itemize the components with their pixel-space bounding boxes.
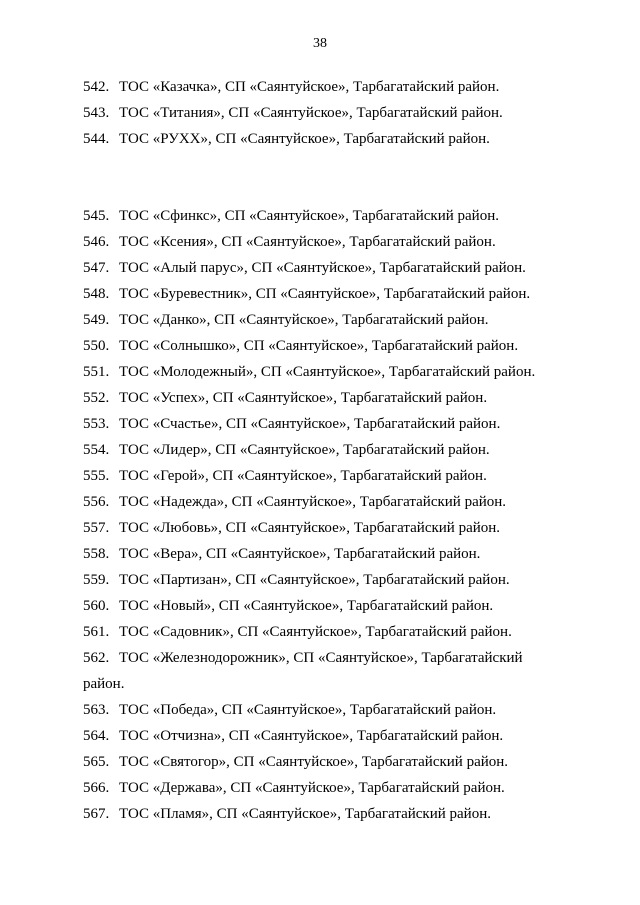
list-item-number: 544. (83, 131, 110, 147)
list-item (83, 541, 563, 567)
list-item (83, 100, 563, 126)
list-item (83, 255, 563, 281)
list-item-number: 554. (83, 442, 110, 458)
list-item (83, 463, 563, 489)
list-item (83, 385, 563, 411)
list-item-number: 542. (83, 79, 110, 95)
list-item (83, 593, 563, 619)
list-item-number: 550. (83, 338, 110, 354)
list-item-number: 567. (83, 806, 110, 822)
list-item-number: 556. (83, 494, 110, 510)
list-item-number: 549. (83, 312, 110, 328)
list-item (83, 801, 563, 827)
list-item (83, 229, 563, 255)
list-item-number: 562. (83, 650, 110, 666)
list-item-text: ТОС «Отчизна», СП «Саянтуйское», Тарбагатайский район. (119, 728, 504, 744)
list-item-number: 565. (83, 754, 110, 770)
list-item-number: 551. (83, 364, 110, 380)
list-item-number: 543. (83, 105, 110, 121)
list-item (83, 567, 563, 593)
list-item (83, 437, 563, 463)
list-item (83, 489, 563, 515)
list-item-text: ТОС «Любовь», СП «Саянтуйское», Тарбагатайский район. (119, 520, 501, 536)
list-item-number: 559. (83, 572, 110, 588)
list-item-number: 545. (83, 208, 110, 224)
list-item-number: 566. (83, 780, 110, 796)
list-item (83, 411, 563, 437)
list-item-number: 560. (83, 598, 110, 614)
list-item (83, 645, 563, 697)
list-item-text: ТОС «Святогор», СП «Саянтуйское», Тарбагатайский район. (119, 754, 509, 770)
list-item (83, 619, 563, 645)
list-item-text: ТОС «Новый», СП «Саянтуйское», Тарбагатайский район. (119, 598, 494, 614)
list-item-number: 563. (83, 702, 110, 718)
list-item (83, 697, 563, 723)
list-item-number: 552. (83, 390, 110, 406)
list-item-text: ТОС «Солнышко», СП «Саянтуйское», Тарбагатайский район. (119, 338, 519, 354)
list-item (83, 333, 563, 359)
list-item-text: ТОС «Казачка», СП «Саянтуйское», Тарбагатайский район. (119, 79, 500, 95)
list-item (83, 281, 563, 307)
list-item (83, 126, 563, 152)
list-item-number: 557. (83, 520, 110, 536)
list-item-text: ТОС «Алый парус», СП «Саянтуйское», Тарбагатайский район. (119, 260, 526, 276)
list-item (83, 74, 563, 100)
list-item-number: 548. (83, 286, 110, 302)
list-item-text: ТОС «Сфинкс», СП «Саянтуйское», Тарбагатайский район. (119, 208, 499, 224)
list-item-text: ТОС «Герой», СП «Саянтуйское», Тарбагатайский район. (119, 468, 487, 484)
list-item-number: 555. (83, 468, 110, 484)
page-number: 38 (313, 36, 327, 51)
list-item-text: ТОС «Титания», СП «Саянтуйское», Тарбагатайский район. (119, 105, 503, 121)
list-item-text: ТОС «Счастье», СП «Саянтуйское», Тарбагатайский район. (119, 416, 501, 432)
list-item-text: ТОС «Держава», СП «Саянтуйское», Тарбагатайский район. (119, 780, 505, 796)
list-item-text: ТОС «Железнодорожник», СП «Саянтуйское», Тарбагатайский район. (83, 650, 523, 692)
list-item-text: ТОС «Партизан», СП «Саянтуйское», Тарбагатайский район. (119, 572, 510, 588)
list-item-text: ТОС «Надежда», СП «Саянтуйское», Тарбагатайский район. (119, 494, 507, 510)
list-item-text: ТОС «Победа», СП «Саянтуйское», Тарбагатайский район. (119, 702, 497, 718)
list-item-text: ТОС «Молодежный», СП «Саянтуйское», Тарбагатайский район. (119, 364, 536, 380)
list-item-number: 553. (83, 416, 110, 432)
list-item (83, 723, 563, 749)
list-item-text: ТОС «Вера», СП «Саянтуйское», Тарбагатайский район. (119, 546, 481, 562)
list-item-text: ТОС «Буревестник», СП «Саянтуйское», Тарбагатайский район. (119, 286, 531, 302)
list-group-b (83, 203, 563, 827)
list-item-number: 561. (83, 624, 110, 640)
list-item-text: ТОС «Ксения», СП «Саянтуйское», Тарбагатайский район. (119, 234, 496, 250)
list-item-text: ТОС «РУХХ», СП «Саянтуйское», Тарбагатайский район. (119, 131, 490, 147)
list-item-text: ТОС «Садовник», СП «Саянтуйское», Тарбагатайский район. (119, 624, 512, 640)
list-item-text: ТОС «Данко», СП «Саянтуйское», Тарбагатайский район. (119, 312, 489, 328)
list-item-text: ТОС «Пламя», СП «Саянтуйское», Тарбагатайский район. (119, 806, 491, 822)
list-item-text: ТОС «Успех», СП «Саянтуйское», Тарбагатайский район. (119, 390, 488, 406)
list-item (83, 515, 563, 541)
list-group-a (83, 74, 563, 152)
list-item (83, 359, 563, 385)
list-item-number: 546. (83, 234, 110, 250)
list-item-number: 558. (83, 546, 110, 562)
list-item-text: ТОС «Лидер», СП «Саянтуйское», Тарбагатайский район. (119, 442, 490, 458)
list-item (83, 307, 563, 333)
list-item (83, 749, 563, 775)
list-item-number: 564. (83, 728, 110, 744)
list-item (83, 775, 563, 801)
list-item (83, 203, 563, 229)
list-item-number: 547. (83, 260, 110, 276)
